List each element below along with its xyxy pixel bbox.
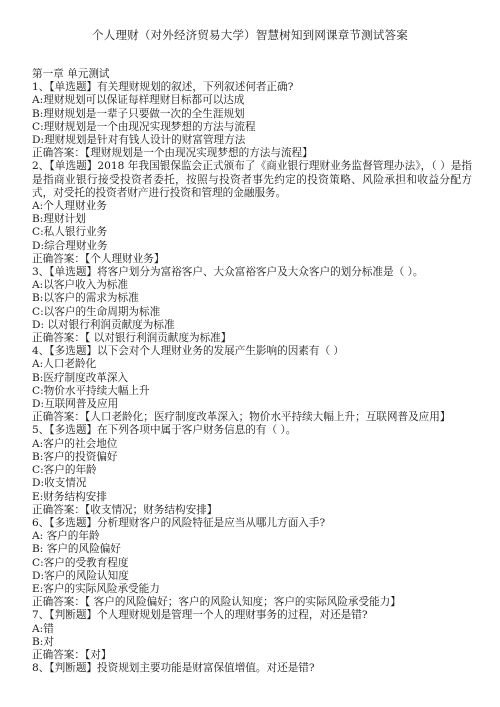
answer-option: B: 客户的风险偏好 xyxy=(32,543,121,556)
answer-option: E:客户的实际风险承受能力 xyxy=(32,582,160,595)
question-stem: 1、【单选题】有关理财规划的叙述，下列叙述何者正确? xyxy=(32,81,294,94)
answer-option: A:以客户收入为标准 xyxy=(32,279,128,292)
answer-option: D:理财规划是针对有钱人设计的财富管理方法 xyxy=(32,134,246,147)
correct-answer: 正确答案：【人口老龄化；医疗制度改革深入；物价水平持续大幅上升；互联网普及应用】 xyxy=(32,411,451,424)
answer-option: B:理财计划 xyxy=(32,213,86,226)
question-stem: 5、【多选题】在下列各项中属于客户财务信息的有（ ）。 xyxy=(32,424,297,437)
answer-option: A:人口老龄化 xyxy=(32,358,97,371)
question-stem: 8、【判断题】投资规划主要功能是财富保值增值。对还是错? xyxy=(32,662,315,675)
answer-option: C:物价水平持续大幅上升 xyxy=(32,384,150,397)
question-stem: 6、【多选题】分析理财客户的风险特征是应当从哪儿方面入手? xyxy=(32,516,326,529)
correct-answer: 正确答案：【对】 xyxy=(32,648,112,661)
correct-answer: 正确答案：【理财规划是一个由现况实现梦想的方法与流程】 xyxy=(32,147,313,160)
answer-option: A:理财规划可以保证每样理财目标都可以达成 xyxy=(32,94,245,107)
question-stem: 4、【多选题】以下会对个人理财业务的发展产生影响的因素有（ ） xyxy=(32,345,345,358)
answer-option: D: 以对银行利润贡献度为标准 xyxy=(32,318,175,331)
answer-option: C:客户的受教育程度 xyxy=(32,556,129,569)
answer-option: B:以客户的需求为标准 xyxy=(32,292,139,305)
question-stem: 3、【单选题】将客户划分为富裕客户、大众富裕客户及大众客户的划分标准是（ ）。 xyxy=(32,266,424,279)
answer-option: A:客户的社会地位 xyxy=(32,437,118,450)
correct-answer: 正确答案：【 以对银行利润贡献度为标准】 xyxy=(32,332,232,345)
answer-option: E:财务结构安排 xyxy=(32,490,107,503)
document-body xyxy=(32,68,472,675)
answer-option: B:客户的投资偏好 xyxy=(32,450,118,463)
answer-option: D:综合理财业务 xyxy=(32,239,108,252)
answer-option: A: 客户的年龄 xyxy=(32,530,100,543)
answer-option: A:个人理财业务 xyxy=(32,200,107,213)
answer-option: C:以客户的生命周期为标准 xyxy=(32,305,161,318)
correct-answer: 正确答案：【个人理财业务】 xyxy=(32,252,165,265)
answer-option: D:客户的风险认知度 xyxy=(32,569,129,582)
answer-option: B:理财规划是一辈子只要做一次的全生涯规划 xyxy=(32,107,245,120)
answer-option: C:客户的年龄 xyxy=(32,464,97,477)
question-stem: 2、【单选题】2018 年我国银保监会正式颁布了《商业银行理财业务监督管理办法》，（ ）是指是指商业银行接受投资者委托，按照与投资者事先约定的投资策略、风险承担和收益分配方式，对受托的投资者财产进行投资和管理的金融服务。 xyxy=(32,160,472,199)
answer-option: C:理财规划是一个由现况实现梦想的方法与流程 xyxy=(32,120,256,133)
answer-option: C:私人银行业务 xyxy=(32,226,108,239)
question-stem: 7、【判断题】个人理财规划是管理一个人的理财事务的过程，对还是错? xyxy=(32,609,368,622)
answer-option: D:收支情况 xyxy=(32,477,87,490)
document-title: 个人理财（对外经济贸易大学）智慧树知到网课章节测试答案 xyxy=(92,28,408,42)
answer-option: A:错 xyxy=(32,622,54,635)
correct-answer: 正确答案：【收支情况；财务结构安排】 xyxy=(32,503,218,516)
answer-option: B:医疗制度改革深入 xyxy=(32,371,129,384)
answer-option: B:对 xyxy=(32,635,54,648)
answer-option: D:互联网普及应用 xyxy=(32,398,119,411)
correct-answer: 正确答案：【 客户的风险偏好；客户的风险认知度；客户的实际风险承受能力】 xyxy=(32,596,401,609)
chapter-heading: 第一章 单元测试 xyxy=(32,68,110,80)
